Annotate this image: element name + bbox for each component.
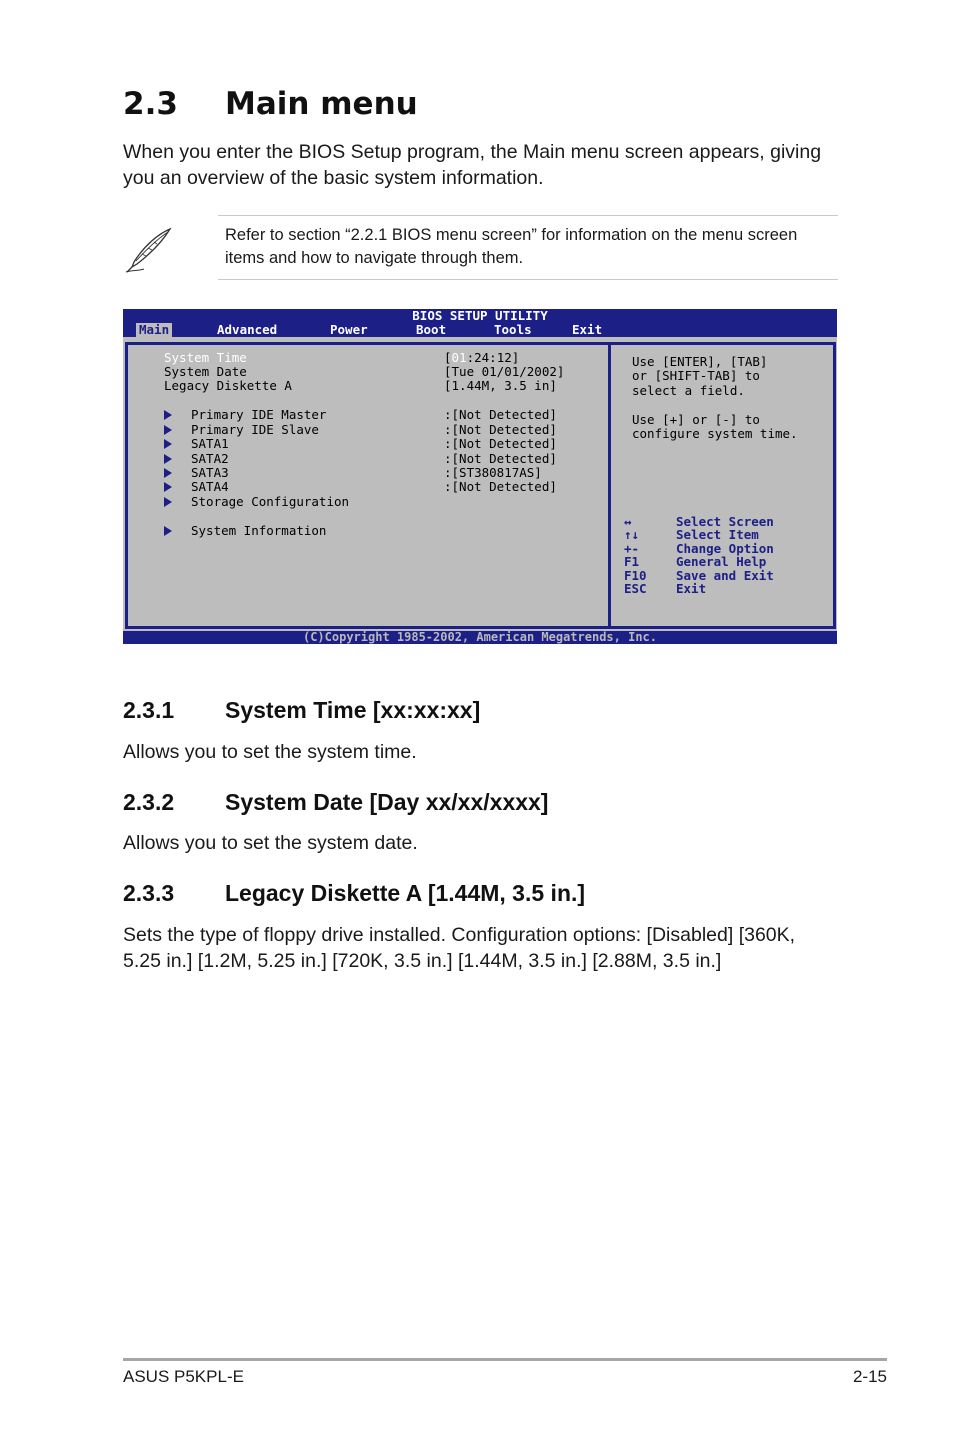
submenu-arrow-icon bbox=[164, 425, 172, 435]
footer-product: ASUS P5KPL-E bbox=[123, 1367, 244, 1386]
bios-copyright: (C)Copyright 1985-2002, American Megatrends, Inc. bbox=[123, 631, 837, 644]
key-left-right-icon: ↔ bbox=[624, 514, 632, 529]
bios-item-label[interactable]: System Date bbox=[164, 364, 247, 379]
subsection-title: System Date [Day xx/xx/xxxx] bbox=[225, 789, 549, 815]
key-f1: F1 bbox=[624, 554, 640, 569]
subsection-number: 2.3.1 bbox=[123, 697, 175, 723]
subsection-heading bbox=[123, 880, 585, 907]
pen-icon bbox=[122, 226, 174, 274]
footer-rule bbox=[123, 1358, 887, 1361]
bios-help-line: Use [ENTER], [TAB] bbox=[632, 354, 768, 369]
bios-menu-tools[interactable]: Tools bbox=[494, 322, 532, 337]
note-text: Refer to section “2.2.1 BIOS menu screen” for information on the menu screen items and how to navigate through them. bbox=[225, 226, 798, 267]
submenu-arrow-icon bbox=[164, 497, 172, 507]
bios-menu-power[interactable]: Power bbox=[330, 322, 368, 337]
submenu-arrow-icon bbox=[164, 454, 172, 464]
key-action: Select Item bbox=[676, 527, 759, 542]
bios-submenu-label[interactable]: Storage Configuration bbox=[191, 494, 350, 509]
bios-submenu-label[interactable]: SATA3 bbox=[191, 465, 229, 480]
bios-submenu-label[interactable]: SATA4 bbox=[191, 479, 229, 494]
bios-menu-exit[interactable]: Exit bbox=[572, 322, 603, 337]
key-action: Change Option bbox=[676, 541, 774, 556]
bios-help-line: select a field. bbox=[632, 383, 745, 398]
bios-item-value[interactable]: [01:24:12] bbox=[444, 350, 520, 365]
section-title: Main menu bbox=[225, 86, 418, 122]
section-heading bbox=[123, 86, 418, 122]
intro-paragraph: When you enter the BIOS Setup program, the Main menu screen appears, giving you an overview of the basic system information. bbox=[123, 141, 822, 189]
key-action: Exit bbox=[676, 581, 707, 596]
bios-submenu-value: :[Not Detected] bbox=[444, 479, 557, 494]
bios-submenu-value: :[Not Detected] bbox=[444, 407, 557, 422]
key-up-down-icon: ↑↓ bbox=[624, 527, 640, 542]
bios-submenu-label[interactable]: System Information bbox=[191, 523, 327, 538]
bios-submenu-label[interactable]: Primary IDE Slave bbox=[191, 422, 319, 437]
bios-help-line: Use [+] or [-] to bbox=[632, 412, 760, 427]
submenu-arrow-icon bbox=[164, 526, 172, 536]
subsection-title: System Time [xx:xx:xx] bbox=[225, 697, 481, 723]
subsection-number: 2.3.2 bbox=[123, 789, 175, 815]
bios-item-value[interactable]: [Tue 01/01/2002] bbox=[444, 364, 565, 379]
bios-menu-boot[interactable]: Boot bbox=[416, 322, 447, 337]
submenu-arrow-icon bbox=[164, 482, 172, 492]
bios-submenu-label[interactable]: SATA2 bbox=[191, 451, 229, 466]
bios-submenu-value: :[ST380817AS] bbox=[444, 465, 542, 480]
bios-submenu-value: :[Not Detected] bbox=[444, 436, 557, 451]
subsection-heading bbox=[123, 697, 480, 724]
subsection-heading bbox=[123, 789, 548, 816]
subsection-body: Allows you to set the system time. bbox=[123, 741, 417, 763]
submenu-arrow-icon bbox=[164, 468, 172, 478]
key-action: General Help bbox=[676, 554, 767, 569]
key-plus-minus-icon: +- bbox=[624, 541, 640, 556]
subsection-body: Allows you to set the system date. bbox=[123, 832, 418, 854]
bios-item-label[interactable]: System Time bbox=[164, 350, 247, 365]
bios-menu-main[interactable]: Main bbox=[136, 323, 172, 337]
bios-item-value[interactable]: [1.44M, 3.5 in] bbox=[444, 378, 557, 393]
bios-time-hours: 01 bbox=[451, 350, 467, 365]
bios-menu-advanced[interactable]: Advanced bbox=[217, 322, 278, 337]
bios-submenu-value: :[Not Detected] bbox=[444, 422, 557, 437]
bios-submenu-label[interactable]: Primary IDE Master bbox=[191, 407, 327, 422]
bios-submenu-label[interactable]: SATA1 bbox=[191, 436, 229, 451]
bios-item-label[interactable]: Legacy Diskette A bbox=[164, 378, 292, 393]
bios-submenu-value: :[Not Detected] bbox=[444, 451, 557, 466]
key-action: Save and Exit bbox=[676, 568, 774, 583]
subsection-title: Legacy Diskette A [1.44M, 3.5 in.] bbox=[225, 880, 586, 906]
footer-page-number: 2-15 bbox=[852, 1367, 887, 1386]
submenu-arrow-icon bbox=[164, 410, 172, 420]
bios-screenshot bbox=[123, 309, 837, 644]
subsection-number: 2.3.3 bbox=[123, 880, 175, 906]
key-action: Select Screen bbox=[676, 514, 774, 529]
key-esc: ESC bbox=[624, 581, 647, 596]
key-f10: F10 bbox=[624, 568, 647, 583]
bios-title: BIOS SETUP UTILITY bbox=[412, 309, 548, 323]
submenu-arrow-icon bbox=[164, 439, 172, 449]
subsection-body: Sets the type of floppy drive installed. Configuration options: [Disabled] [360K, 5.25 in.] [1.2M, 5.25 in.] [720K, 3.5 in.] [1.44M, 3.5 in.] [2.88M, 3.5 in.] bbox=[123, 924, 796, 972]
bios-help-line: or [SHIFT-TAB] to bbox=[632, 368, 760, 383]
bios-help-line: configure system time. bbox=[632, 426, 798, 441]
section-number: 2.3 bbox=[123, 86, 178, 122]
